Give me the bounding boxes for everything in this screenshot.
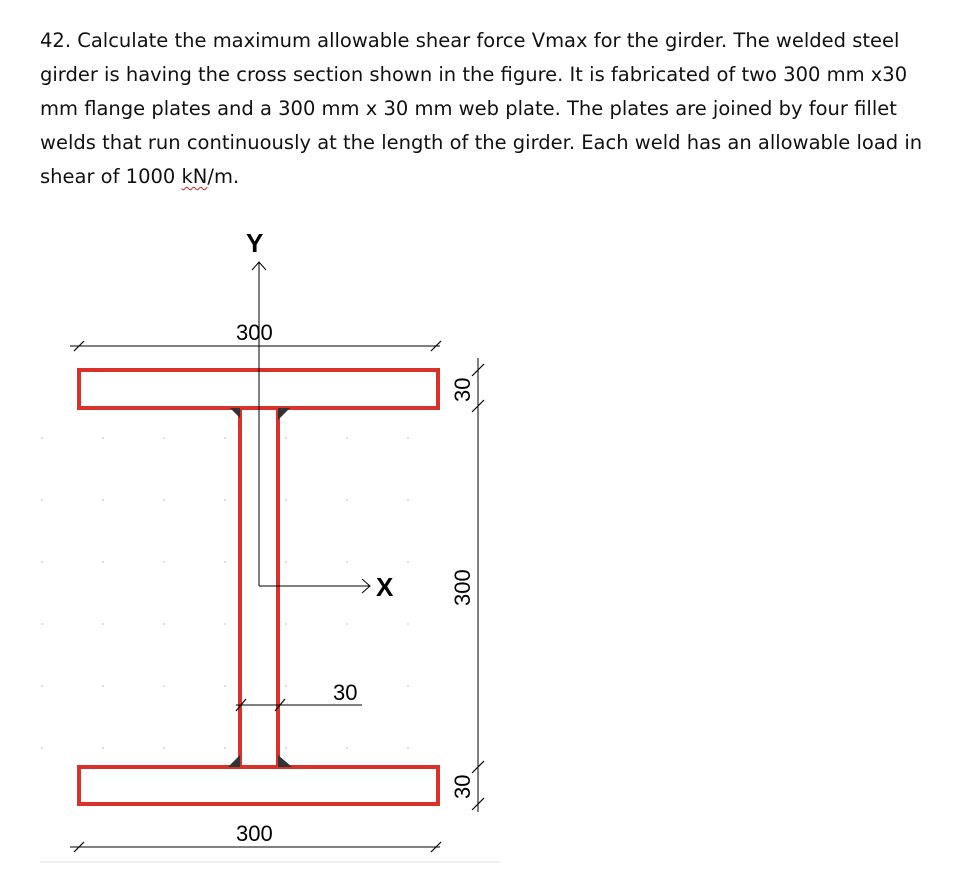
- fillet-weld-top-left: [230, 408, 240, 418]
- web-thickness-label: 30: [333, 680, 358, 705]
- grid-dot: [407, 561, 409, 563]
- fillet-weld-top-right: [278, 408, 290, 420]
- grid-dot: [41, 561, 43, 563]
- grid-dot: [346, 437, 348, 439]
- x-axis-label: X: [376, 572, 394, 602]
- grid-dot: [102, 623, 104, 625]
- grid-dot: [163, 437, 165, 439]
- grid-dot: [102, 685, 104, 687]
- y-axis-label: Y: [246, 228, 264, 258]
- grid-dot: [41, 499, 43, 501]
- grid-dot: [224, 499, 226, 501]
- top-flange-thickness-label: 30: [450, 377, 475, 402]
- grid-dot: [41, 747, 43, 749]
- grid-dot: [407, 623, 409, 625]
- problem-number: 42.: [40, 29, 72, 52]
- grid-dot: [285, 623, 287, 625]
- grid-dot: [285, 437, 287, 439]
- grid-dot: [346, 623, 348, 625]
- grid-dot: [407, 685, 409, 687]
- grid-dot: [102, 747, 104, 749]
- grid-dot: [102, 437, 104, 439]
- grid-dot: [407, 747, 409, 749]
- web-height-label: 300: [450, 569, 475, 606]
- bottom-flange-thickness-label: 30: [450, 774, 475, 799]
- problem-text: Calculate the maximum allowable shear force Vmax for the girder. The welded steel girder is having the cross section shown in the figure. It is fabricated of two 300 mm x30 mm flange plates and a 300 mm x 30 mm web plate. The plates are joined by four fillet welds that run continuously at the length of the girder. Each weld has an allowable load in shear of 1000: [40, 29, 923, 188]
- grid-dot: [163, 499, 165, 501]
- grid-dot: [163, 685, 165, 687]
- grid-dot: [224, 561, 226, 563]
- grid-dot: [224, 437, 226, 439]
- bottom-flange-width-label: 300: [236, 821, 273, 846]
- grid-dot: [346, 561, 348, 563]
- grid-dot: [41, 685, 43, 687]
- grid-dot: [102, 561, 104, 563]
- grid-dot: [285, 561, 287, 563]
- grid-dot: [163, 561, 165, 563]
- grid-dot: [41, 437, 43, 439]
- unit-kn: kN: [181, 165, 208, 188]
- grid-dot: [163, 747, 165, 749]
- grid-dot: [285, 747, 287, 749]
- bottom-flange-plate: [79, 767, 438, 804]
- unit-tail: /m.: [207, 165, 240, 188]
- top-flange-width-label: 300: [236, 320, 273, 345]
- grid-dot: [346, 499, 348, 501]
- grid-dot: [224, 685, 226, 687]
- grid-dot: [41, 623, 43, 625]
- grid-dot: [163, 623, 165, 625]
- grid-dot: [285, 499, 287, 501]
- fillet-weld-bottom-right: [278, 755, 292, 767]
- grid-dot: [407, 499, 409, 501]
- grid-dot: [102, 499, 104, 501]
- grid-dot: [224, 623, 226, 625]
- grid-dot: [346, 747, 348, 749]
- grid-dot: [224, 747, 226, 749]
- grid-dot: [407, 437, 409, 439]
- grid-dot: [285, 685, 287, 687]
